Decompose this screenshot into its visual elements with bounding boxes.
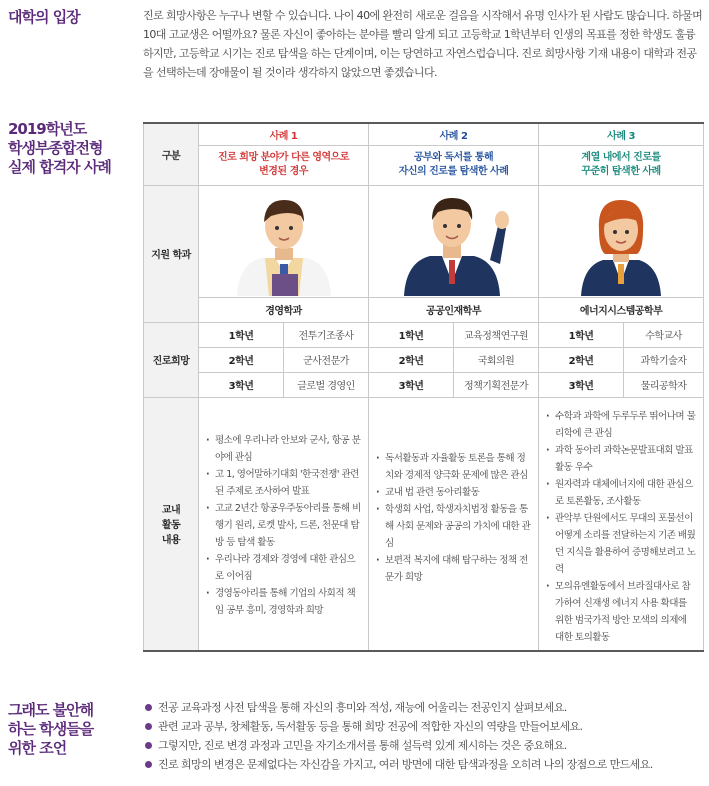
rowhead-line: 내용 (161, 535, 181, 547)
case-2-year: 1학년 (369, 322, 454, 347)
section-title-advice (8, 701, 93, 758)
section-title-cases (8, 120, 111, 177)
activity-item: · 경영동아리를 통해 기업의 사회적 책임 공부 흥미, 경영학과 희망 (205, 585, 362, 619)
case-3-career: 과학기술자 (624, 347, 704, 372)
case-1-illustration-cell (199, 185, 369, 297)
activity-item: · 원자력과 대체에너지에 대한 관심으로 토론활동, 조사활동 (545, 476, 697, 510)
case-2-year: 2학년 (369, 347, 454, 372)
title-line: 2019학년도 (8, 120, 87, 138)
activity-item: · 평소에 우리나라 안보와 군사, 항공 분야에 관심 (205, 432, 362, 466)
title-line: 하는 학생들을 (8, 720, 94, 738)
desc-line: 진로 희망 분야가 다른 영역으로 (218, 152, 350, 163)
intro-paragraph: 진로 희망사항은 누구나 변할 수 있습니다. 나이 40에 완전히 새로운 걸음을 시작해서 유명 인사가 된 사람도 많습니다. 하물며 10대 고교생은 어떨까요? 물론 자신이 좋아하는 분야를 빨리 알게 되고 고등학교 1학년부터 인생의 목표를 정한 학생도 훌륭하지만, 고등학교 시기는 진로 탐색을 하는 단계이며, 이는 당연하고 자연스럽습니다. 진로 희망사항 기재 내용이 대학과 전공을 선택하는데 장애물이 될 것이라 생각하지 않았으면 좋겠습니다. (143, 9, 703, 79)
activity-item: · 독서활동과 자율활동 토론을 통해 정치와 경제적 양극화 문제에 많은 관심 (375, 450, 532, 484)
activity-item: · 학생회 사업, 학생자치법정 활동을 통해 사회 문제와 공공의 가치에 대한 관심 (375, 501, 532, 552)
cases-table (143, 122, 704, 652)
case-1-career: 글로벌 경영인 (284, 372, 369, 397)
case-2-illustration-cell (369, 185, 539, 297)
case-1-career: 군사전문가 (284, 347, 369, 372)
case-3-year: 1학년 (539, 322, 624, 347)
case-1-activities (199, 397, 369, 651)
case-3-illustration-cell (539, 185, 704, 297)
case-3-year: 2학년 (539, 347, 624, 372)
desc-line: 공부와 독서를 통해 (413, 152, 494, 163)
case-1-year: 3학년 (199, 372, 284, 397)
row-header-career: 진로희망 (144, 322, 199, 397)
desc-line: 계열 내에서 진로를 (581, 152, 661, 163)
case-1-description (199, 145, 369, 185)
title-line: 그래도 불안해 (8, 701, 94, 719)
case-3-career: 수학교사 (624, 322, 704, 347)
case-2-department: 공공인재학부 (369, 297, 539, 322)
case-1-year: 2학년 (199, 347, 284, 372)
case-3-year: 3학년 (539, 372, 624, 397)
activity-item: · 과학 동아리 과학논문발표대회 발표활동 우수 (545, 442, 697, 476)
student-male-suit-waving-illustration (394, 186, 514, 296)
activity-item: · 고 1, 영어말하기대회 '한국전쟁' 관련된 주제로 조사하여 발표 (205, 466, 362, 500)
rowhead-line: 활동 (161, 520, 181, 532)
case-3-department: 에너지시스템공학부 (539, 297, 704, 322)
activity-item: · 보편적 복지에 대해 탐구하는 정책 전문가 희망 (375, 552, 532, 586)
title-line: 위한 조언 (8, 739, 67, 757)
case-2-year: 3학년 (369, 372, 454, 397)
activity-item: · 고교 2년간 항공우주동아리를 통해 비행기 원리, 로켓 발사, 드론, 천문대 탐방 등 탐색 활동 (205, 500, 362, 551)
advice-item: 그렇지만, 진로 변경 과정과 고민을 자기소개서를 통해 설득력 있게 제시하는 것은 중요해요. (145, 736, 653, 755)
activity-item: · 수학과 과학에 두루두루 뛰어나며 물리학에 큰 관심 (545, 408, 697, 442)
case-2-career: 정책기획전문가 (454, 372, 539, 397)
case-3-activities (539, 397, 704, 651)
row-header-activities (144, 397, 199, 651)
case-2-number: 사례 2 (369, 123, 539, 145)
row-header-department: 지원 학과 (144, 185, 199, 322)
case-1-year: 1학년 (199, 322, 284, 347)
col-header-category: 구분 (144, 123, 199, 185)
activity-item: · 모의유엔활동에서 브라질대사로 참가하여 신재생 에너지 사용 확대를 위한 범국가적 방안 모색의 의제에 대한 토의활동 (545, 578, 697, 646)
advice-item: 전공 교육과정 사전 탐색을 통해 자신의 흥미와 적성, 재능에 어울리는 전공인지 살펴보세요. (145, 698, 653, 717)
case-1-number: 사례 1 (199, 123, 369, 145)
desc-line: 꾸준히 탐색한 사례 (581, 166, 661, 177)
title-line: 실제 합격자 사례 (8, 158, 111, 176)
advice-item: 진로 희망의 변경은 문제없다는 자신감을 가지고, 여러 방면에 대한 탐색과정을 오히려 나의 장점으로 만드세요. (145, 755, 653, 774)
advice-item: 관련 교과 공부, 창체활동, 독서활동 등을 통해 희망 전공에 적합한 자신의 역량을 만들어보세요. (145, 717, 653, 736)
activity-item: · 관악부 단원에서도 무대의 포물선이 어떻게 소리를 전달하는지 기존 배웠던 지식을 활용하여 증명해보려고 노력 (545, 510, 697, 578)
case-1-department: 경영학과 (199, 297, 369, 322)
case-2-activities (369, 397, 539, 651)
activity-item: · 교내 법 관련 동아리활동 (375, 484, 532, 501)
student-female-suit-illustration (571, 186, 671, 296)
rowhead-line: 교내 (161, 505, 181, 517)
desc-line: 자신의 진로를 탐색한 사례 (398, 166, 509, 177)
activity-item: · 우리나라 경제와 경영에 대한 관심으로 이어짐 (205, 551, 362, 585)
case-3-description (539, 145, 704, 185)
title-line: 학생부종합전형 (8, 139, 103, 157)
desc-line: 변경된 경우 (259, 166, 308, 177)
student-male-vest-illustration (229, 186, 339, 296)
case-2-career: 교육정책연구원 (454, 322, 539, 347)
case-2-description (369, 145, 539, 185)
advice-list (145, 698, 653, 774)
case-3-career: 물리공학자 (624, 372, 704, 397)
case-3-number: 사례 3 (539, 123, 704, 145)
case-1-career: 전투기조종사 (284, 322, 369, 347)
section-title-university: 대학의 입장 (8, 8, 80, 26)
case-2-career: 국회의원 (454, 347, 539, 372)
